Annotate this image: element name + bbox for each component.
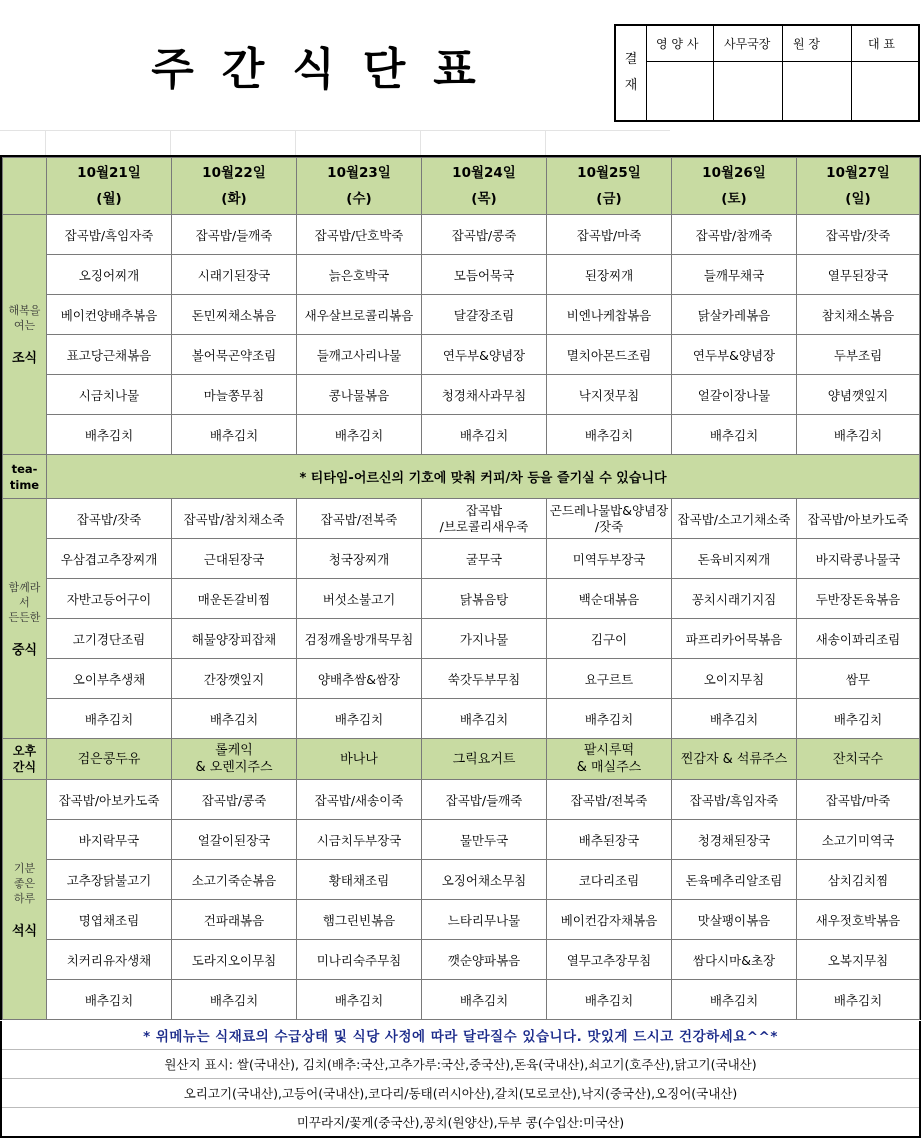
menu-cell: 치커리유자생채 — [47, 940, 172, 980]
menu-cell: 가지나물 — [422, 619, 547, 659]
menu-cell: 청경채사과무침 — [422, 375, 547, 415]
day-date: 10월26일 — [702, 165, 766, 181]
menu-cell: 열무고추장무침 — [547, 940, 672, 980]
menu-cell: 요구르트 — [547, 659, 672, 699]
menu-cell: 시금치나물 — [47, 375, 172, 415]
menu-cell: 파프리카어묵볶음 — [672, 619, 797, 659]
menu-cell: 잡곡밥/잣죽 — [797, 215, 920, 255]
menu-cell: 볼어묵곤약조림 — [172, 335, 297, 375]
menu-cell: 오이부추생채 — [47, 659, 172, 699]
menu-cell: 소고기미역국 — [797, 820, 920, 860]
menu-cell: 배추김치 — [672, 980, 797, 1020]
menu-cell: 버섯소불고기 — [297, 579, 422, 619]
dinner-label-line: 좋은 — [13, 876, 36, 890]
day-weekday: (수) — [346, 191, 372, 207]
menu-cell: 청국장찌개 — [297, 539, 422, 579]
snack-cell: 바나나 — [297, 739, 422, 780]
snack-label — [3, 739, 47, 780]
origin-line: 원산지 표시: 쌀(국내산), 김치(배추:국산,고추가루:국산,중국산),돈육(국내산),쇠고기(호주산),닭고기(국내산) — [2, 1049, 919, 1078]
menu-cell: 두부조림 — [797, 335, 920, 375]
menu-cell: 잡곡밥/잣죽 — [47, 499, 172, 539]
divider — [0, 130, 670, 131]
lunch-row — [3, 539, 920, 579]
menu-cell: 배추김치 — [797, 415, 920, 455]
day-header — [297, 158, 422, 215]
menu-cell: 얼갈이장나물 — [672, 375, 797, 415]
lunch-row — [3, 699, 920, 739]
dinner-label-line: 하루 — [13, 891, 36, 905]
menu-cell: 느타리무나물 — [422, 900, 547, 940]
breakfast-row — [3, 295, 920, 335]
menu-cell: 코다리조림 — [547, 860, 672, 900]
menu-cell: 잡곡밥/마죽 — [797, 780, 920, 820]
day-date: 10월24일 — [452, 165, 516, 181]
menu-cell: 닭볶음탕 — [422, 579, 547, 619]
menu-cell: 잡곡밥/마죽 — [547, 215, 672, 255]
menu-cell: 소고기죽순볶음 — [172, 860, 297, 900]
menu-cell: 양배추쌈&쌈장 — [297, 659, 422, 699]
menu-cell: 배추김치 — [672, 415, 797, 455]
menu-cell: 새우젓호박볶음 — [797, 900, 920, 940]
menu-cell: 잡곡밥/참깨죽 — [672, 215, 797, 255]
dinner-row — [3, 980, 920, 1020]
menu-cell: 배추김치 — [797, 980, 920, 1020]
menu-cell: 양념깻잎지 — [797, 375, 920, 415]
day-header — [47, 158, 172, 215]
snack-cell: 그릭요거트 — [422, 739, 547, 780]
menu-cell: 삼치김치찜 — [797, 860, 920, 900]
menu-cell: 얼갈이된장국 — [172, 820, 297, 860]
menu-cell: 새우살브로콜리볶음 — [297, 295, 422, 335]
menu-cell: 굴무국 — [422, 539, 547, 579]
menu-cell: 멸치아몬드조림 — [547, 335, 672, 375]
menu-table — [0, 155, 921, 1020]
dinner-row — [3, 900, 920, 940]
footer-note: * 위메뉴는 식재료의 수급상태 및 식당 사정에 따라 달라질수 있습니다. 맛있게 드시고 건강하세요^^* — [143, 1029, 778, 1045]
menu-cell: 배추된장국 — [547, 820, 672, 860]
dinner-row — [3, 860, 920, 900]
snack-cell: 롤케익 & 오렌지주스 — [172, 739, 297, 780]
menu-cell: 모듬어묵국 — [422, 255, 547, 295]
signature-cell[interactable] — [783, 62, 852, 120]
breakfast-row — [3, 215, 920, 255]
day-weekday: (금) — [596, 191, 622, 207]
menu-cell: 깻순양파볶음 — [422, 940, 547, 980]
menu-cell: 연두부&양념장 — [672, 335, 797, 375]
menu-cell: 잡곡밥/아보카도죽 — [797, 499, 920, 539]
day-header — [422, 158, 547, 215]
teatime-row — [3, 455, 920, 499]
snack-cell: 잔치국수 — [797, 739, 920, 780]
menu-cell: 들깨무채국 — [672, 255, 797, 295]
approval-side-char: 재 — [624, 78, 638, 93]
divider — [295, 130, 296, 156]
snack-row — [3, 739, 920, 780]
approval-box — [614, 24, 920, 122]
menu-cell: 황태채조림 — [297, 860, 422, 900]
menu-cell: 맛살팽이볶음 — [672, 900, 797, 940]
menu-cell: 돈민찌채소볶음 — [172, 295, 297, 335]
menu-cell: 고추장닭불고기 — [47, 860, 172, 900]
breakfast-label-line: 해복을 — [8, 304, 41, 317]
menu-cell: 매운돈갈비찜 — [172, 579, 297, 619]
menu-cell: 늙은호박국 — [297, 255, 422, 295]
menu-cell: 자반고등어구이 — [47, 579, 172, 619]
menu-cell: 간장깻잎지 — [172, 659, 297, 699]
day-weekday: (화) — [221, 191, 247, 207]
menu-cell: 배추김치 — [172, 699, 297, 739]
teatime-label: tea-time — [3, 455, 47, 499]
menu-cell: 잡곡밥/새송이죽 — [297, 780, 422, 820]
menu-cell: 베이컨감자채볶음 — [547, 900, 672, 940]
menu-cell: 배추김치 — [297, 699, 422, 739]
lunch-row — [3, 659, 920, 699]
menu-cell: 마늘쫑무침 — [172, 375, 297, 415]
menu-cell: 배추김치 — [47, 699, 172, 739]
day-date: 10월27일 — [826, 165, 890, 181]
dinner-meal-name: 석식 — [11, 923, 38, 939]
menu-cell: 햄그린빈볶음 — [297, 900, 422, 940]
menu-cell: 쌈무 — [797, 659, 920, 699]
day-date: 10월25일 — [577, 165, 641, 181]
menu-cell: 비엔나케찹볶음 — [547, 295, 672, 335]
signature-cell[interactable] — [646, 62, 714, 120]
snack-cell: 팥시루떡 & 매실주스 — [547, 739, 672, 780]
day-date: 10월22일 — [202, 165, 266, 181]
lunch-label — [3, 499, 47, 739]
signature-cell[interactable] — [714, 62, 783, 120]
menu-cell: 두반장돈육볶음 — [797, 579, 920, 619]
dinner-row — [3, 940, 920, 980]
dinner-row — [3, 780, 920, 820]
menu-cell: 물만두국 — [422, 820, 547, 860]
divider — [420, 130, 421, 156]
menu-cell: 청경채된장국 — [672, 820, 797, 860]
menu-cell: 잡곡밥/참치채소죽 — [172, 499, 297, 539]
menu-cell: 백순대볶음 — [547, 579, 672, 619]
lunch-meal-name: 중식 — [11, 642, 38, 658]
day-header — [797, 158, 920, 215]
corner-cell — [3, 158, 47, 215]
dinner-label — [3, 780, 47, 1020]
approval-role: 원 장 — [783, 26, 852, 62]
menu-cell: 배추김치 — [547, 980, 672, 1020]
approval-role: 대 표 — [852, 26, 918, 62]
day-weekday: (토) — [721, 191, 747, 207]
breakfast-label-line: 여는 — [13, 319, 36, 332]
menu-cell: 잡곡밥/소고기채소죽 — [672, 499, 797, 539]
approval-role: 사무국장 — [714, 26, 783, 62]
menu-cell: 해물양장피잡채 — [172, 619, 297, 659]
lunch-row — [3, 619, 920, 659]
menu-cell: 배추김치 — [422, 415, 547, 455]
day-weekday: (목) — [471, 191, 497, 207]
menu-cell: 된장찌개 — [547, 255, 672, 295]
menu-cell: 배추김치 — [47, 415, 172, 455]
menu-cell: 고기경단조림 — [47, 619, 172, 659]
menu-cell: 배추김치 — [547, 699, 672, 739]
dinner-row — [3, 820, 920, 860]
breakfast-meal-name: 조식 — [11, 351, 38, 366]
day-header-row — [3, 158, 920, 215]
menu-cell: 잡곡밥 /브로콜리새우죽 — [422, 499, 547, 539]
menu-cell: 배추김치 — [547, 415, 672, 455]
snack-label-line: 오후 — [12, 744, 37, 758]
lunch-label-line: 함께라 — [8, 580, 41, 594]
menu-cell: 잡곡밥/콩죽 — [422, 215, 547, 255]
menu-cell: 오복지무침 — [797, 940, 920, 980]
divider — [170, 130, 171, 156]
breakfast-row — [3, 335, 920, 375]
breakfast-row — [3, 375, 920, 415]
menu-cell: 잡곡밥/들깨죽 — [172, 215, 297, 255]
menu-cell: 쌈다시마&초장 — [672, 940, 797, 980]
lunch-row — [3, 499, 920, 539]
menu-cell: 참치채소볶음 — [797, 295, 920, 335]
signature-cell[interactable] — [852, 62, 918, 120]
page-title: 주간식단표 — [151, 44, 504, 95]
snack-cell: 찐감자 & 석류주스 — [672, 739, 797, 780]
menu-cell: 열무된장국 — [797, 255, 920, 295]
menu-cell: 배추김치 — [797, 699, 920, 739]
snack-cell: 검은콩두유 — [47, 739, 172, 780]
day-weekday: (월) — [96, 191, 122, 207]
menu-cell: 잡곡밥/단호박죽 — [297, 215, 422, 255]
menu-cell: 잡곡밥/흑임자죽 — [672, 780, 797, 820]
menu-cell: 시래기된장국 — [172, 255, 297, 295]
menu-cell: 잡곡밥/흑임자죽 — [47, 215, 172, 255]
menu-cell: 오징어채소무침 — [422, 860, 547, 900]
menu-cell: 배추김치 — [47, 980, 172, 1020]
menu-cell: 시금치두부장국 — [297, 820, 422, 860]
menu-cell: 곤드레나물밥&양념장 /잣죽 — [547, 499, 672, 539]
menu-cell: 오이지무침 — [672, 659, 797, 699]
menu-cell: 명엽채조림 — [47, 900, 172, 940]
menu-cell: 미역두부장국 — [547, 539, 672, 579]
menu-cell: 배추김치 — [672, 699, 797, 739]
menu-cell: 잡곡밥/전복죽 — [547, 780, 672, 820]
divider — [545, 130, 546, 156]
origin-line: 미꾸라지/꽃게(중국산),꽁치(원양산),두부 콩(수입산:미국산) — [2, 1107, 919, 1136]
menu-cell: 닭살카레볶음 — [672, 295, 797, 335]
menu-cell: 잡곡밥/들깨죽 — [422, 780, 547, 820]
day-date: 10월23일 — [327, 165, 391, 181]
menu-cell: 배추김치 — [422, 699, 547, 739]
dinner-label-line: 기분 — [13, 861, 36, 875]
breakfast-row — [3, 255, 920, 295]
approval-side-char: 결 — [624, 52, 638, 67]
day-header — [672, 158, 797, 215]
menu-cell: 쑥갓두부무침 — [422, 659, 547, 699]
menu-cell: 낙지젓무침 — [547, 375, 672, 415]
menu-cell: 새송이꽈리조림 — [797, 619, 920, 659]
menu-cell: 김구이 — [547, 619, 672, 659]
divider — [45, 130, 46, 156]
menu-cell: 연두부&양념장 — [422, 335, 547, 375]
menu-cell: 들깨고사리나물 — [297, 335, 422, 375]
origin-line: 오리고기(국내산),고등어(국내산),코다리/동태(러시아산),갈치(모로코산),낙지(중국산),오징어(국내산) — [2, 1078, 919, 1107]
lunch-label-line: 든든한 — [8, 610, 41, 624]
approval-role: 영 양 사 — [646, 26, 714, 62]
breakfast-row — [3, 415, 920, 455]
day-header — [172, 158, 297, 215]
menu-cell: 돈육메추리알조림 — [672, 860, 797, 900]
lunch-row — [3, 579, 920, 619]
menu-cell: 잡곡밥/콩죽 — [172, 780, 297, 820]
lunch-label-line: 서 — [19, 595, 30, 609]
footer — [0, 1021, 921, 1138]
snack-label-line: 간식 — [12, 760, 37, 774]
day-header — [547, 158, 672, 215]
menu-cell: 오징어찌개 — [47, 255, 172, 295]
menu-cell: 꽁치시래기지짐 — [672, 579, 797, 619]
menu-cell: 돈육비지찌개 — [672, 539, 797, 579]
menu-cell: 잡곡밥/아보카도죽 — [47, 780, 172, 820]
menu-cell: 베이컨양배추볶음 — [47, 295, 172, 335]
menu-cell: 미나리숙주무침 — [297, 940, 422, 980]
breakfast-label — [3, 215, 47, 455]
menu-cell: 표고당근채볶음 — [47, 335, 172, 375]
menu-cell: 바지락무국 — [47, 820, 172, 860]
menu-cell: 콩나물볶음 — [297, 375, 422, 415]
menu-cell: 바지락콩나물국 — [797, 539, 920, 579]
menu-cell: 잡곡밥/전복죽 — [297, 499, 422, 539]
menu-cell: 도라지오이무침 — [172, 940, 297, 980]
teatime-text: * 티타임-어르신의 기호에 맞춰 커피/차 등을 즐기실 수 있습니다 — [47, 455, 920, 499]
approval-side-label — [616, 26, 647, 120]
day-date: 10월21일 — [77, 165, 141, 181]
day-weekday: (일) — [845, 191, 871, 207]
menu-cell: 근대된장국 — [172, 539, 297, 579]
menu-cell: 배추김치 — [172, 980, 297, 1020]
menu-cell: 우삼겹고추장찌개 — [47, 539, 172, 579]
menu-cell: 달걀장조림 — [422, 295, 547, 335]
menu-cell: 배추김치 — [297, 980, 422, 1020]
menu-cell: 검정깨올방개묵무침 — [297, 619, 422, 659]
menu-cell: 배추김치 — [422, 980, 547, 1020]
menu-cell: 배추김치 — [297, 415, 422, 455]
menu-cell: 배추김치 — [172, 415, 297, 455]
menu-cell: 건파래볶음 — [172, 900, 297, 940]
